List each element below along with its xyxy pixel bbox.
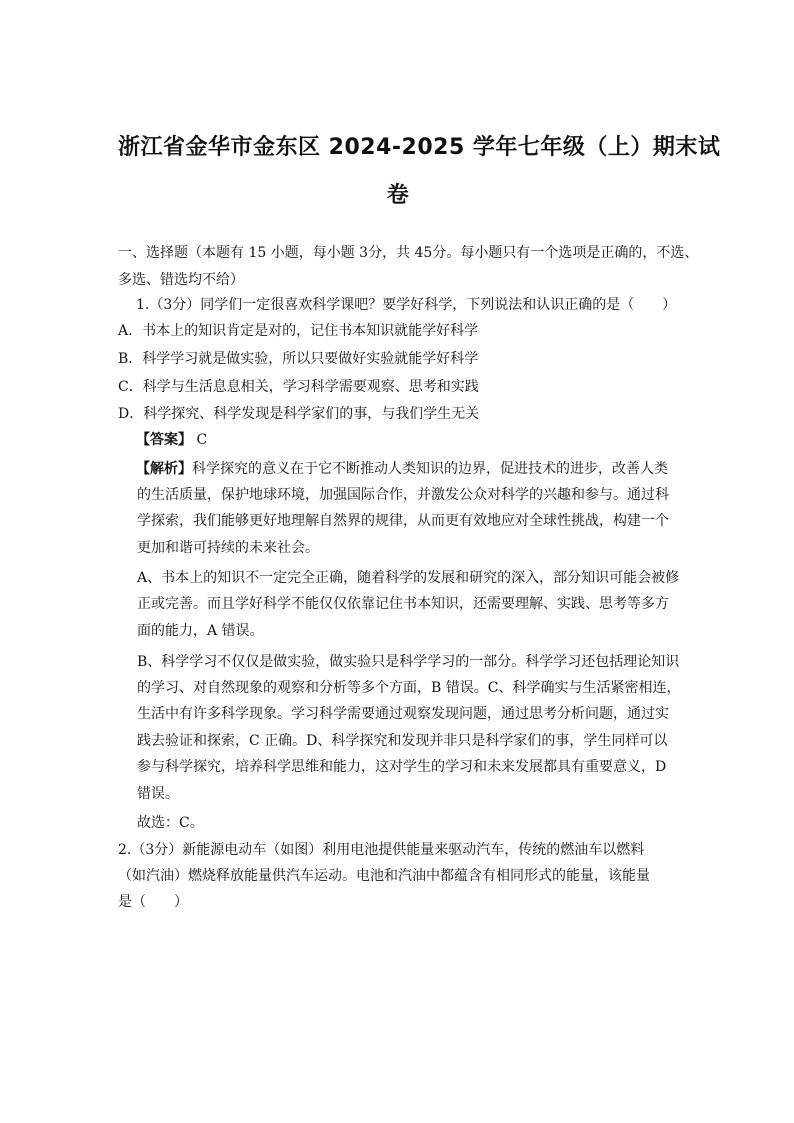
question-1-analysis-line-3: 学探索，我们能够更好地理解自然界的规律，从而更有效地应对全球性挑战，构建一个 [137, 513, 669, 529]
analysis-label: 【解析】 [136, 461, 192, 477]
document-title-line-2: 卷 [386, 183, 410, 208]
section-header-line-2: 多选、错选均不给） [118, 272, 244, 288]
question-1-option-d: D．科学探究、科学发现是科学家们的事，与我们学生无关 [118, 406, 480, 422]
question-1-answer [136, 430, 207, 450]
question-2-stem-line-2: （如汽油）燃烧释放能量供汽车运动。电池和汽油中都蕴含有相同形式的能量，该能量 [118, 868, 650, 884]
question-1-analysis-line-5: A、书本上的知识不一定完全正确，随着科学的发展和研究的深入，部分知识可能会被修 [137, 570, 680, 586]
question-2-stem-line-1: 2.（3分）新能源电动车（如图）利用电池提供能量来驱动汽车，传统的燃油车以燃料 [118, 842, 645, 858]
question-1-analysis-line-1 [136, 459, 668, 479]
analysis-text: 科学探究的意义在于它不断推动人类知识的边界，促进技术的进步，改善人类 [192, 461, 668, 477]
question-1-option-a: A．书本上的知识肯定是对的，记住书本知识就能学好科学 [118, 323, 479, 339]
document-title-line-1: 浙江省金华市金东区 2024-2025 学年七年级（上）期末试 [118, 135, 721, 160]
question-1-analysis-line-9: 的学习、对自然现象的观察和分析等多个方面，B 错误。C、科学确实与生活紧密相连， [137, 680, 681, 696]
question-1-option-b: B．科学学习就是做实验，所以只要做好实验就能学好科学 [118, 351, 479, 367]
section-header-line-1: 一、选择题（本题有 15 小题，每小题 3分，共 45分。每小题只有一个选项是正确的，不选、 [118, 245, 699, 261]
answer-value: C [196, 432, 208, 448]
question-1-analysis-line-7: 面的能力，A 错误。 [137, 623, 264, 639]
question-2-stem-line-3: 是（ ） [118, 894, 188, 910]
question-1-analysis-line-11: 践去验证和探索，C 正确。D、科学探究和发现并非只是科学家们的事，学生同样可以 [137, 733, 668, 749]
question-1-analysis-line-13: 错误。 [137, 786, 179, 802]
question-1-analysis-line-8: B、科学学习不仅仅是做实验，做实验只是科学学习的一部分。科学学习还包括理论知识 [137, 654, 680, 670]
question-1-stem: 1.（3分）同学们一定很喜欢科学课吧？要学好科学，下列说法和认识正确的是（ ） [136, 297, 677, 313]
question-1-analysis-line-10: 生活中有许多科学现象。学习科学需要通过观察发现问题，通过思考分析问题，通过实 [137, 706, 669, 722]
question-1-analysis-line-2: 的生活质量，保护地球环境，加强国际合作，并激发公众对科学的兴趣和参与。通过科 [137, 487, 669, 503]
question-1-analysis-line-4: 更加和谐可持续的未来社会。 [137, 540, 319, 556]
question-1-conclusion: 故选：C。 [137, 815, 204, 831]
question-1-analysis-line-12: 参与科学探究，培养科学思维和能力，这对学生的学习和未来发展都具有重要意义，D [137, 759, 667, 775]
answer-label: 【答案】 [136, 432, 192, 448]
question-1-option-c: C．科学与生活息息相关，学习科学需要观察、思考和实践 [118, 379, 479, 395]
question-1-analysis-line-6: 正或完善。而且学好科学不能仅仅依靠记住书本知识，还需要理解、实践、思考等多方 [137, 596, 669, 612]
